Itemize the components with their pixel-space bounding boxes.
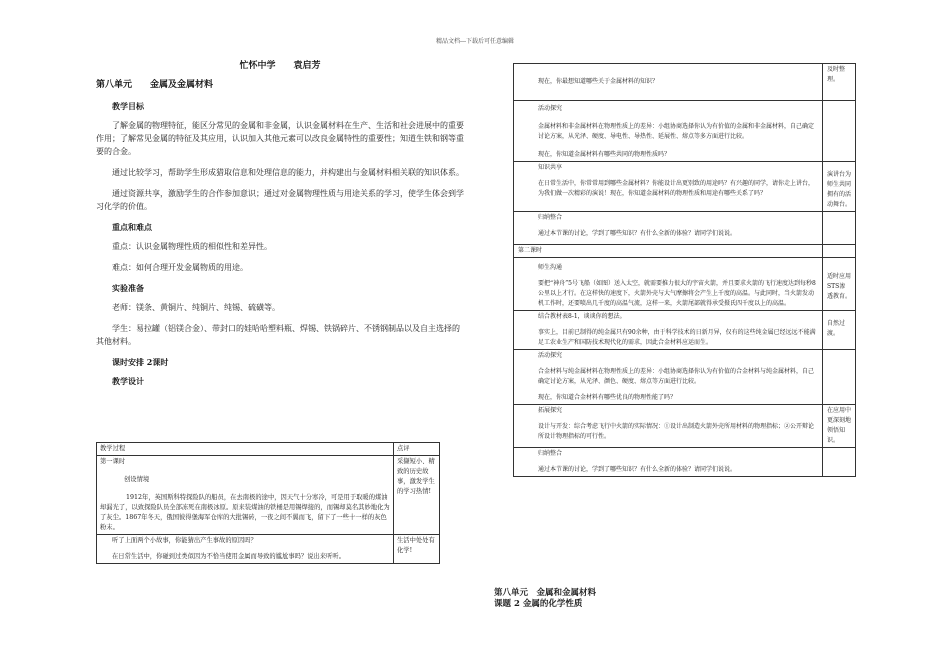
table-comment [823,212,856,245]
right-design-table [513,63,856,477]
table-comment: 及时整理。 [823,64,856,101]
difficult-point: 难点：如何合理开发金属物质的用途。 [112,263,248,272]
table-comment: 演讲台为师生共同拥有的活动舞台。 [823,162,856,212]
goal-3: 通过资源共享，激励学生的合作参加意识；通过对金属物理性质与用途关系的学习，使学生体会到学习化学的价值。 [96,189,464,211]
question-text-2: 在日常生活中，你碰到过类似因为不恰当使用金属而导致的尴尬事吗？说出来听听。 [112,553,345,560]
question-text: 现在，你知道合金材料有哪些优良的物理性能了吗？ [538,394,677,401]
goal-2: 通过比较学习，帮助学生形成猎取信息和处理信息的能力，并构建出与金属材料相关联的知识体系。 [112,168,464,177]
school-author: 忙怀中学 袁启芳 [239,61,321,71]
prep-student: 学生：易拉罐（铝镁合金）、带封口的娃哈哈塑料瓶、焊锡、铁锅碎片、不锈钢制品以及自主选择的其他材料。 [96,324,460,346]
next-unit-title: 第八单元 金属和金属材料 [494,588,597,598]
question-text: 现在，你最想知道哪些关于金属材料的知识？ [538,78,659,85]
activity-text: 金属材料和非金属材料在物理性质上的差异：小组协商选择你认为有价值的金属和非金属材料，自己确定讨论方案，从光泽、硬度、导电性、导热性、延展性、熔点等多方面进行比较。 [538,123,815,140]
goals-heading: 教学目标 [112,101,144,111]
table-row [97,535,394,564]
design-text: 设计与开发：综合考虑飞行中火箭的实际情况：①设计出制造火箭外壳所用材料的物理指标；②公开辩论所设计物理指标的可行性。 [538,423,815,440]
prep-teacher: 老师：镁条、黄铜片、纯铜片、纯锡、硫磺等。 [112,303,280,312]
table-row [514,405,823,448]
table-row [97,456,394,535]
table-row [514,162,823,212]
table-row [514,258,823,311]
left-design-table [96,442,440,564]
table-row [514,311,823,350]
sharing-text: 在日常生活中，你常常用到哪些金属材料？你能设计出更别致的用途吗？有兴趣的同学，请你走上讲台，为我们做一次精彩的演说！现在，你知道金属材料的物理性质和用途有哪些关系了吗？ [538,180,815,197]
scenario-label: 创设情境 [124,476,150,483]
activity-text: 合金材料与纯金属材料在物理性质上的差异：小组协商选择你认为有价值的合金材料与纯金属材料，自己确定讨论方案，从光泽、颜色、硬度、熔点等方面进行比较。 [538,368,815,385]
table-comment: 生活中处处有化学! [394,535,440,564]
section-label: 师生沟通 [538,264,563,271]
table-comment: 适时应用STS渗透教育。 [823,258,856,311]
lesson-label: 第一课时 [100,458,126,465]
next-lesson-title: 课题 2 金属的化学性质 [494,599,583,609]
section-label: 归纳整合 [538,450,563,457]
design-heading: 教学设计 [112,376,144,386]
table-header-process: 教学过程 [97,443,394,456]
section-label: 拓展探究 [538,407,563,414]
lesson-label: 第二课时 [514,245,823,258]
table-comment [823,101,856,162]
table-header-comment: 点评 [394,443,440,456]
question-text: 现在，你知道金属材料有哪些共同的物理性质吗？ [538,151,671,158]
section-label: 知识共享 [538,164,563,171]
alloy-text: 事实上，目前已制得的纯金属只有90余种，由于科学技术的日新月异，仅有的这些纯金属已经远远不能满足工农业生产和国防技术现代化的需求，因此合金材料应运而生。 [538,329,816,346]
left-column [96,60,464,388]
rocket-text: 要把“神舟”5号飞船（如图）送入太空，就需要推力很大的宇宙火箭，并且要求火箭的飞行速度达到每秒8公里以上才行。在这样快的速度下，火箭外壳与大气摩擦将会产生上千度的高温。与此同时，当火箭发动机工作时，还要喷出几千度的高温气流，这样一来，火箭尾部就得承受摄氏四千度以上的高温。 [538,280,816,307]
prep-heading: 实验准备 [112,283,144,293]
question-text: 结合教材表8-1，谈谈你的想法。 [538,313,626,320]
schedule: 课时安排 2课时 [112,357,169,367]
summary-text: 通过本节课的讨论，学到了哪些知识？有什么全新的体验？请同学们说说。 [538,230,737,237]
page-header: 精品文档---下载后可任意编辑 [435,38,515,45]
section-label: 活动探究 [538,352,563,359]
section-label: 归纳整合 [538,214,563,221]
table-comment: 采撷短小、精致的历史故事，激发学生的学习热情! [394,456,440,535]
table-row [514,212,823,245]
table-row [514,448,823,477]
table-row [514,350,823,405]
table-comment: 自然过渡。 [823,311,856,350]
table-comment [823,245,856,258]
key-heading: 重点和难点 [112,222,152,232]
key-point: 重点：认识金属物理性质的相似性和差异性。 [112,242,272,251]
question-text: 听了上面两个小故事，你能猜出产生事故的原因吗？ [112,537,257,544]
goal-1: 了解金属的物理特征，能区分常见的金属和非金属，认识金属材料在生产、生活和社会进展中的重要作用；了解常见金属的特征及其应用，认识加入其他元素可以改良金属特性的重要性；知道生铁和钢等重要的合金。 [96,121,464,156]
summary-text: 通过本节课的讨论，学到了哪些知识？有什么全新的体验？请同学们说说。 [538,466,737,473]
section-label: 活动探究 [538,105,563,112]
story-text: 1912年，英国斯科特探险队的船员，在去南极的途中，因天气十分寒冷，可是用于取暖的煤油却漏光了，以致探险队员全部冻死在南极冰原。原来装煤油的铁桶是用锡焊接的，而锡却莫名其妙地化为了灰尘。1867年冬天，俄国彼得堡海军仓库的大批锡砖，一夜之间不翼而飞，留下了一些十一样的灰色粉末。 [100,494,390,531]
table-comment [823,350,856,405]
table-comment [823,448,856,477]
table-row [514,101,823,162]
table-comment: 在应用中更深刻地领悟知识。 [823,405,856,448]
unit-title: 第八单元 金属及金属材料 [96,80,214,90]
table-row [514,64,823,101]
